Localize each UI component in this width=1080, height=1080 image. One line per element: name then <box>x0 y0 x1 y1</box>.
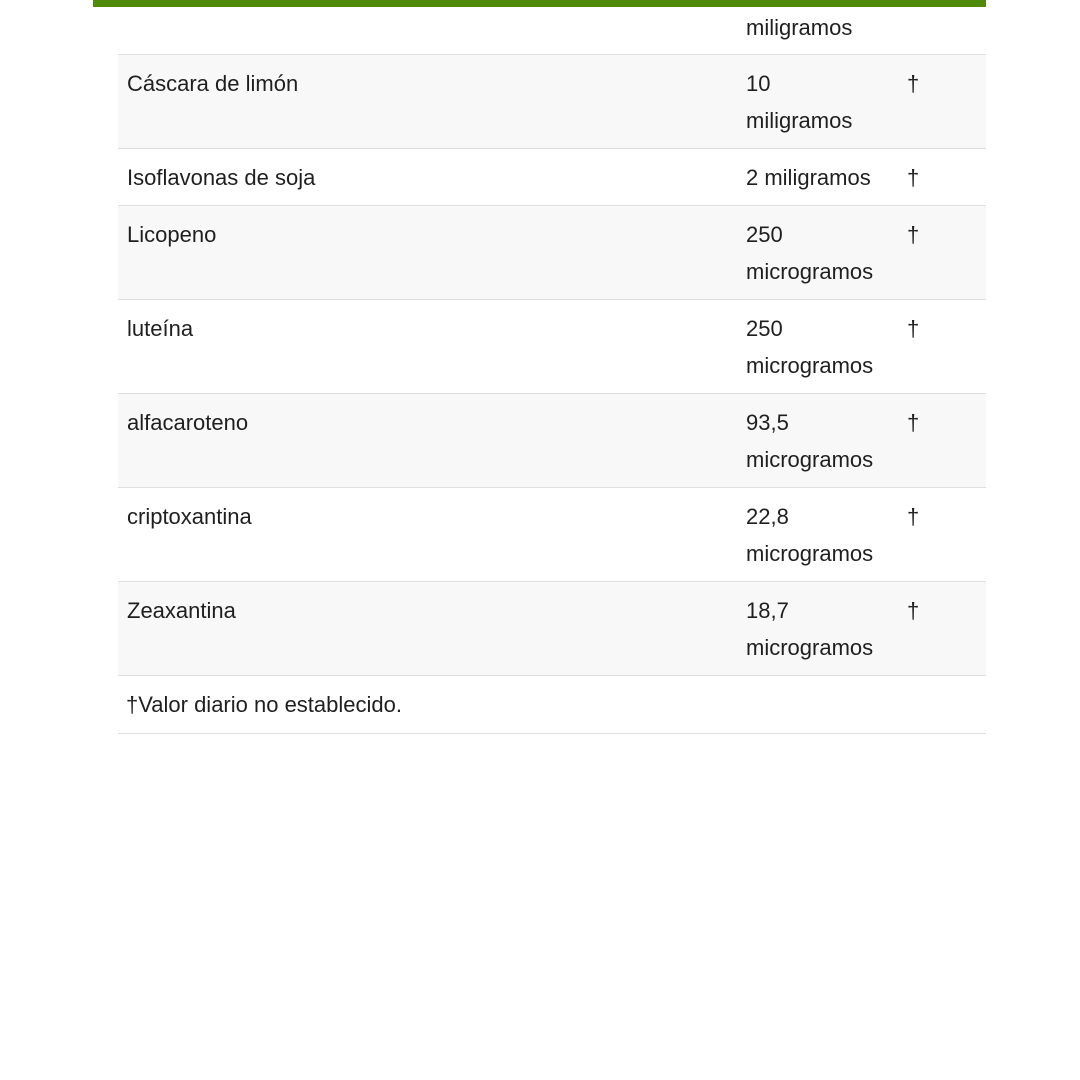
row-amount: 93,5 microgramos <box>746 410 874 472</box>
table-footnote-row <box>118 676 986 734</box>
row-amount: 10 miligramos <box>746 71 853 133</box>
nutrition-table <box>118 7 986 734</box>
daily-value-footnote: †Valor diario no establecido. <box>126 692 402 717</box>
row-ingredient-name: Licopeno <box>127 222 217 247</box>
row-amount: miligramos <box>746 15 853 40</box>
table-row <box>118 582 986 676</box>
row-amount: 2 miligramos <box>746 165 871 190</box>
row-amount: 18,7 microgramos <box>746 598 874 660</box>
row-ingredient-name: Isoflavonas de soja <box>127 165 316 190</box>
row-daily-value: † <box>907 222 920 247</box>
table-row <box>118 206 986 300</box>
row-amount: 250 microgramos <box>746 316 874 378</box>
table-row <box>118 300 986 394</box>
table-row <box>118 149 986 206</box>
row-amount: 250 microgramos <box>746 222 874 284</box>
row-daily-value: † <box>907 504 920 529</box>
row-ingredient-name: criptoxantina <box>127 504 252 529</box>
row-ingredient-name: Zeaxantina <box>127 598 236 623</box>
table-row <box>118 55 986 149</box>
row-amount: 22,8 microgramos <box>746 504 874 566</box>
row-ingredient-name: alfacaroteno <box>127 410 249 435</box>
row-ingredient-name: Cáscara de limón <box>127 71 299 96</box>
table-row <box>118 488 986 582</box>
row-ingredient-name: luteína <box>127 316 194 341</box>
table-row-partial <box>118 7 986 55</box>
header-accent-bar <box>93 0 986 7</box>
row-daily-value: † <box>907 71 920 96</box>
table-row <box>118 394 986 488</box>
row-daily-value: † <box>907 165 920 190</box>
row-daily-value: † <box>907 316 920 341</box>
row-daily-value: † <box>907 410 920 435</box>
row-daily-value: † <box>907 598 920 623</box>
